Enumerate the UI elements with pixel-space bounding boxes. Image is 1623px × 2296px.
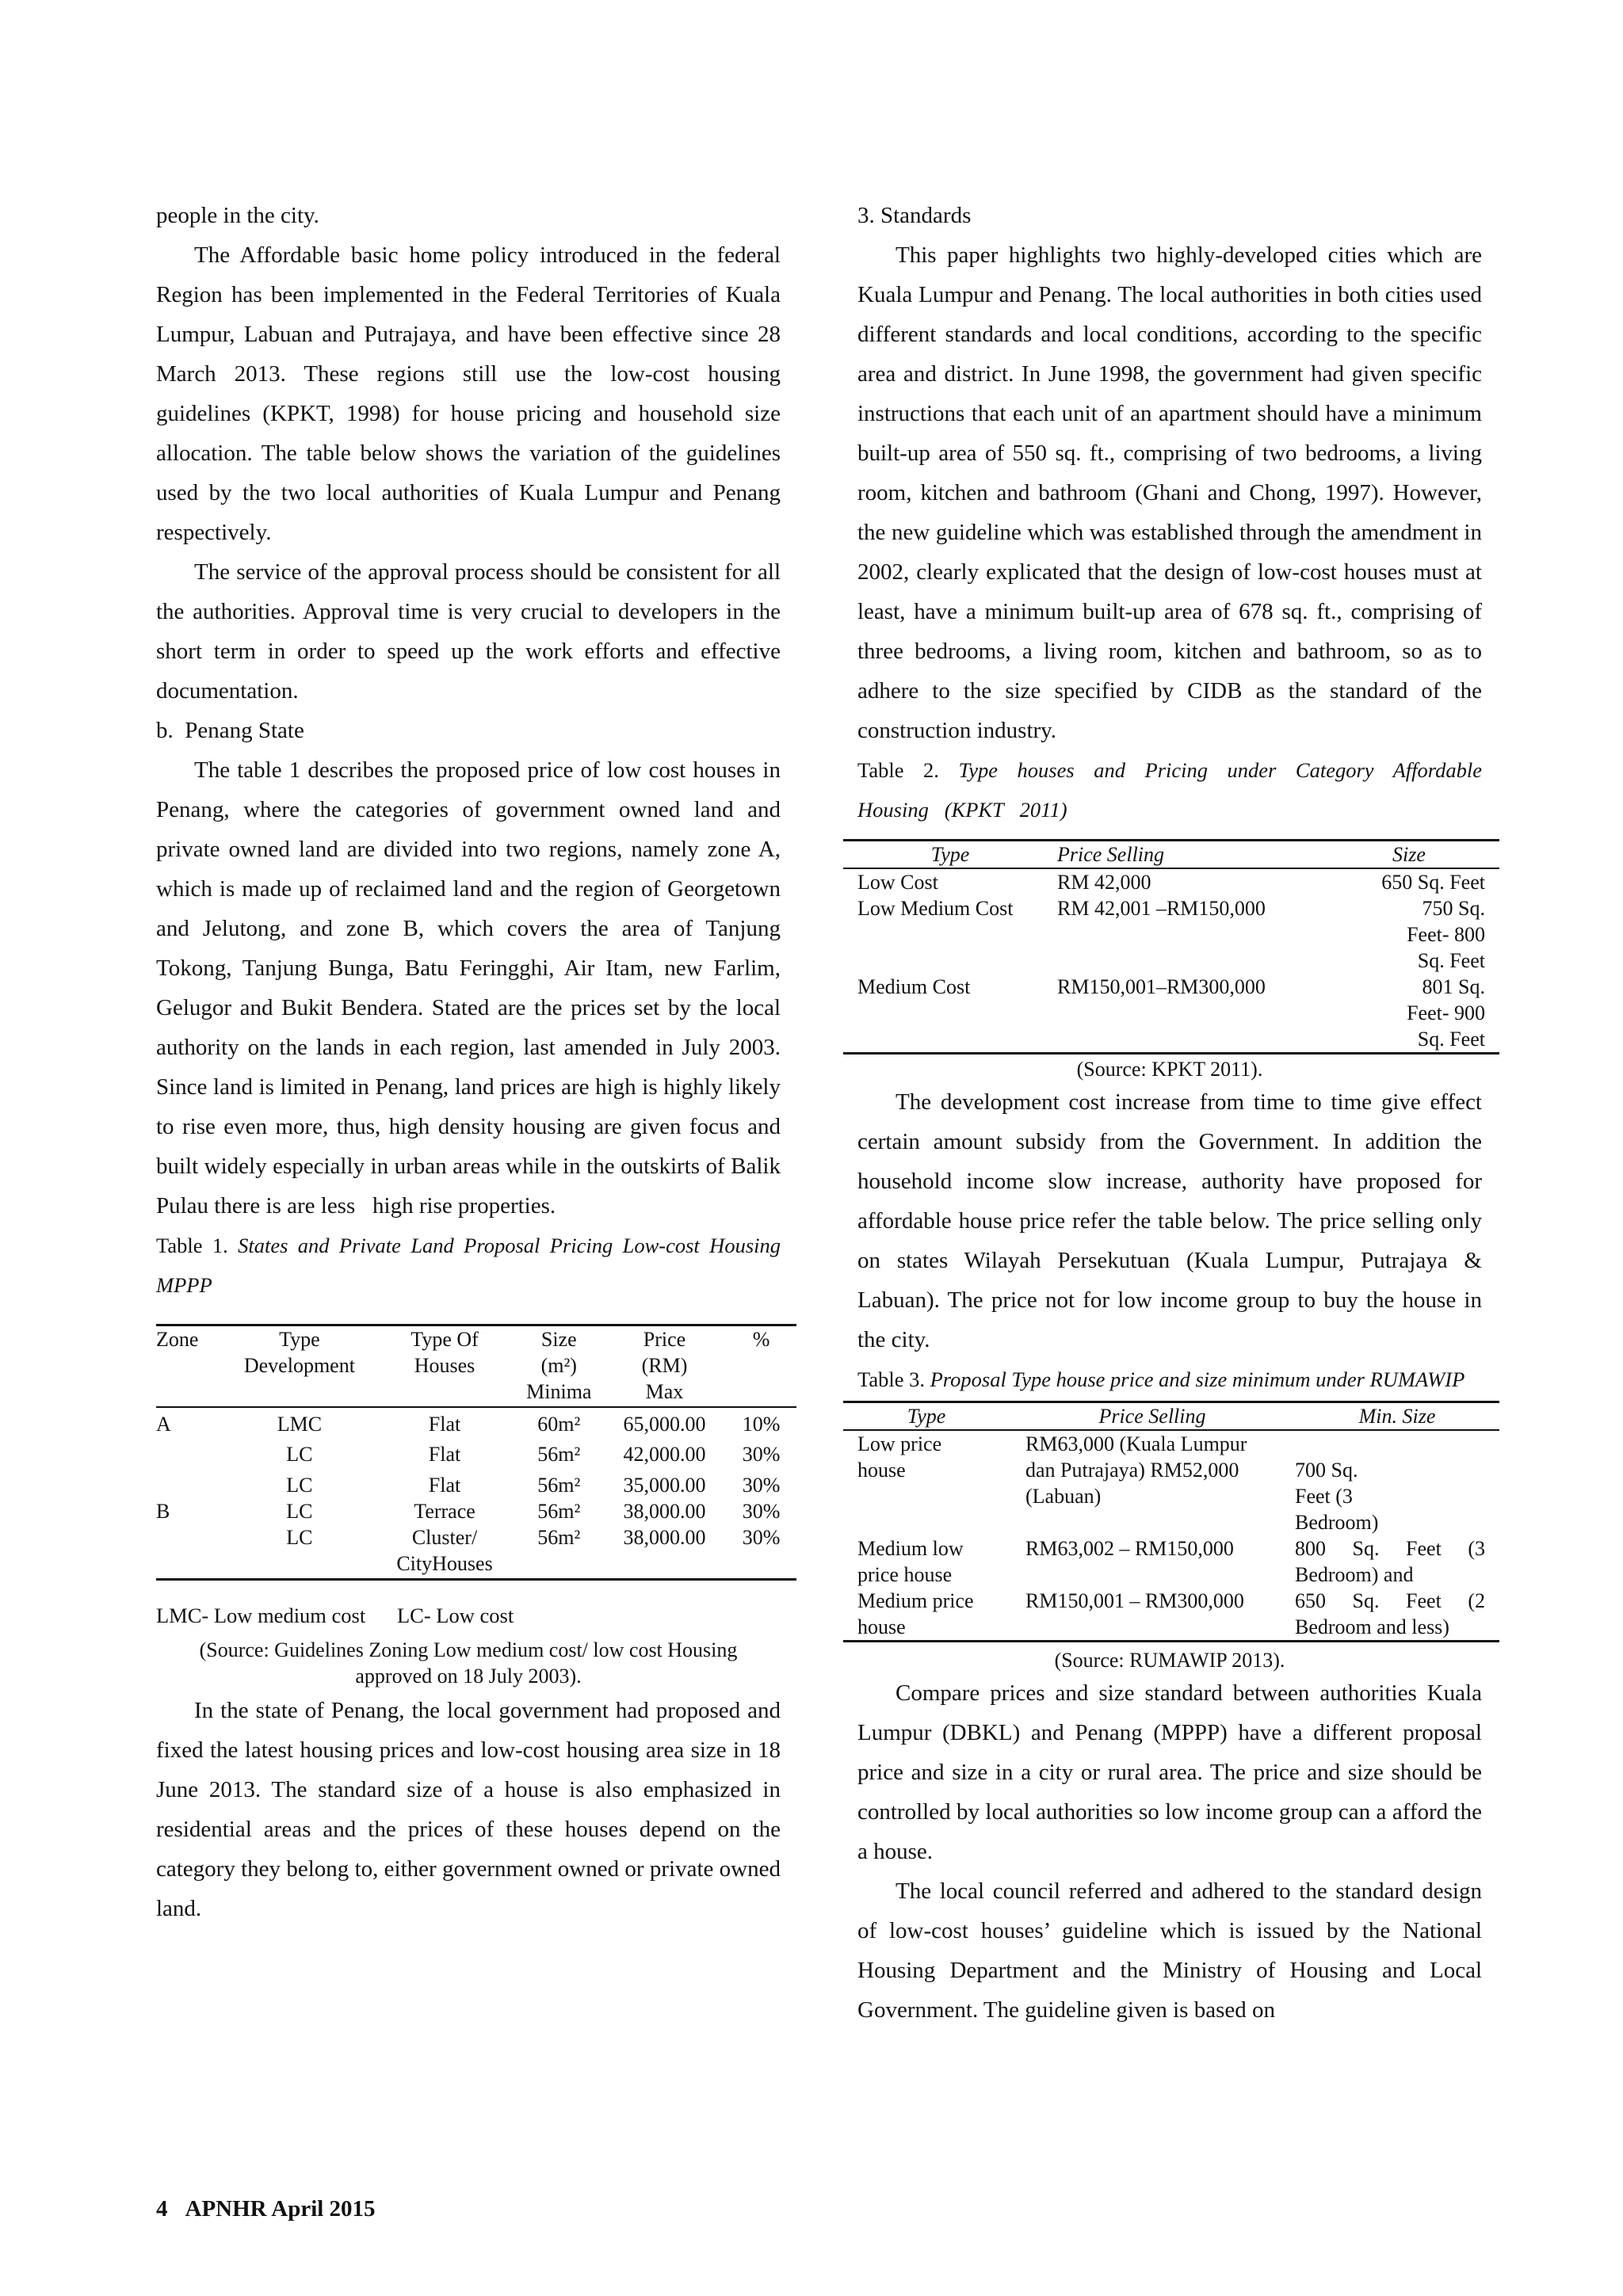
table-1 xyxy=(156,1324,796,1581)
table-header: Type Development xyxy=(225,1325,375,1408)
table-row: Low Cost RM 42,000 650 Sq. Feet xyxy=(857,871,1485,894)
left-column xyxy=(156,196,781,1928)
paragraph: people in the city. xyxy=(156,203,319,228)
table-caption xyxy=(156,1226,781,1305)
table-source: (Source: RUMAWIP 2013). xyxy=(1054,1649,1285,1672)
paragraph: The service of the approval process should be consistent for all the authorities. Approval time is very crucial to developers in the short term in order to speed up the work efforts and effective documentation. xyxy=(156,559,781,704)
table-header: Price (RM) Max xyxy=(603,1325,726,1408)
section-heading: 3. Standards xyxy=(857,203,972,228)
table-header: Price Selling xyxy=(1057,841,1319,869)
paragraph: The table 1 describes the proposed price of low cost houses in Penang, where the categories of government owned land and private owned land are divided into two regions, namely zone A, which is made up of reclaimed land and the region of Georgetown and Jelutong, and zone B, which covers the area of Tanjung Tokong, Tanjung Bunga, Batu Feringghi, Air Itam, new Farlim, Gelugor and Bukit Bendera. Stated are the prices set by the local authority on the lands in each region, last amended in July 2003. Since land is limited in Penang, land prices are high is highly likely to rise even more, thus, high density housing are given focus and built widely especially in urban areas while in the outskirts of Balik Pulau there is are less high rise properties. xyxy=(156,757,781,1219)
table-title: States and Private Land Proposal Pricing Low-cost Housing MPPP xyxy=(156,1234,781,1297)
table-header: Size xyxy=(1319,841,1499,869)
page-number: 4 xyxy=(156,2196,168,2222)
table-row: LC Flat 56m² 42,000.00 30% xyxy=(286,1443,781,1466)
table-row: LC Cluster/ CityHouses 56m² 38,000.00 30% xyxy=(286,1526,781,1575)
table-source: (Source: Guidelines Zoning Low medium cost/ low cost Housing approved on 18 July 2003). xyxy=(199,1638,738,1688)
table-2 xyxy=(843,839,1499,1055)
table-title: Proposal Type house price and size minimum under RUMAWIP xyxy=(930,1367,1465,1391)
table-header: Zone xyxy=(156,1325,225,1408)
paragraph: The Affordable basic home policy introduced in the federal Region has been implemented in the Federal Territories of Kuala Lumpur, Labuan and Putrajaya, and have been effective since 28 March 2013. These regions still use the low-cost housing guidelines (KPKT, 1998) for house pricing and household size allocation. The table below shows the variation of the guidelines used by the two local authorities of Kuala Lumpur and Penang respectively. xyxy=(156,242,781,545)
table-title: Type houses and Pricing under Category Affordable Housing (KPKT 2011) xyxy=(857,758,1482,822)
paragraph: The local council referred and adhered to the standard design of low-cost houses’ guideline which is issued by the National Housing Department and the Ministry of Housing and Local Government. The guideline given is based on xyxy=(857,1878,1482,2023)
table-caption xyxy=(857,1360,1482,1399)
table-row: B LC Terrace 56m² 38,000.00 30% xyxy=(156,1500,781,1523)
table-row: Low price house RM63,000 (Kuala Lumpur dan Putrajaya) RM52,000 (Labuan) 700 Sq. Feet (3 Bedroom) xyxy=(857,1432,1379,1534)
journal-name: APNHR April 2015 xyxy=(185,2196,376,2222)
page-footer xyxy=(156,2196,393,2222)
table-3 xyxy=(843,1401,1499,1642)
table-row: LC Flat 56m² 35,000.00 30% xyxy=(286,1474,781,1497)
table-header: % xyxy=(726,1325,796,1408)
table-header: Price Selling xyxy=(1010,1402,1295,1431)
section-subheading: b. Penang State xyxy=(156,718,304,743)
table-header: Min. Size xyxy=(1295,1402,1499,1431)
table-note: LMC- Low medium cost LC- Low cost xyxy=(156,1604,514,1627)
paragraph: This paper highlights two highly-developed cities which are Kuala Lumpur and Penang. The local authorities in both cities used different standards and local conditions, according to the specific area and district. In June 1998, the government had given specific instructions that each unit of an apartment should have a minimum built-up area of 550 sq. ft., comprising of two bedrooms, a living room, kitchen and bathroom (Ghani and Chong, 1997). However, the new guideline which was established through the amendment in 2002, clearly explicated that the design of low-cost houses must at least, have a minimum built-up area of 678 sq. ft., comprising of three bedrooms, a living room, kitchen and bathroom, so as to adhere to the size specified by CIDB as the standard of the construction industry. xyxy=(857,242,1482,743)
table-label: Table 2. xyxy=(857,758,939,782)
paragraph: Compare prices and size standard between authorities Kuala Lumpur (DBKL) and Penang (MPPP) have a different proposal price and size in a city or rural area. The price and size should be controlled by local authorities so low income group can a afford the a house. xyxy=(857,1680,1482,1864)
table-row: Medium low price house RM63,002 – RM150,000 800 Sq. Feet (3 Bedroom) and xyxy=(857,1537,1485,1586)
table-row: Medium Cost RM150,001–RM300,000 801 Sq. Feet- 900 Sq. Feet xyxy=(857,975,1485,1051)
table-header: Type Of Houses xyxy=(374,1325,515,1408)
right-column xyxy=(857,196,1485,2030)
table-source: (Source: KPKT 2011). xyxy=(1076,1058,1263,1081)
table-header: Type xyxy=(843,841,1057,869)
table-header: Size (m²) Minima xyxy=(515,1325,603,1408)
table-label: Table 1. xyxy=(156,1234,228,1257)
paragraph: In the state of Penang, the local government had proposed and fixed the latest housing prices and low-cost housing area size in 18 June 2013. The standard size of a house is also emphasized in residential areas and the prices of these houses depend on the category they belong to, either government owned or private owned land. xyxy=(156,1698,781,1921)
table-caption xyxy=(857,750,1482,830)
table-row: Medium price house RM150,001 – RM300,000 650 Sq. Feet (2 Bedroom and less) xyxy=(857,1589,1485,1638)
table-row: A LMC Flat 60m² 65,000.00 10% xyxy=(156,1413,781,1436)
table-label: Table 3. xyxy=(857,1367,925,1391)
table-header: Type xyxy=(843,1402,1010,1431)
paragraph: The development cost increase from time to time give effect certain amount subsidy from the Government. In addition the household income slow increase, authority have proposed for affordable house price refer the table below. The price selling only on states Wilayah Persekutuan (Kuala Lumpur, Putrajaya & Labuan). The price not for low income group to buy the house in the city. xyxy=(857,1089,1482,1352)
table-row: Low Medium Cost RM 42,001 –RM150,000 750 Sq. Feet- 800 Sq. Feet xyxy=(857,897,1485,972)
